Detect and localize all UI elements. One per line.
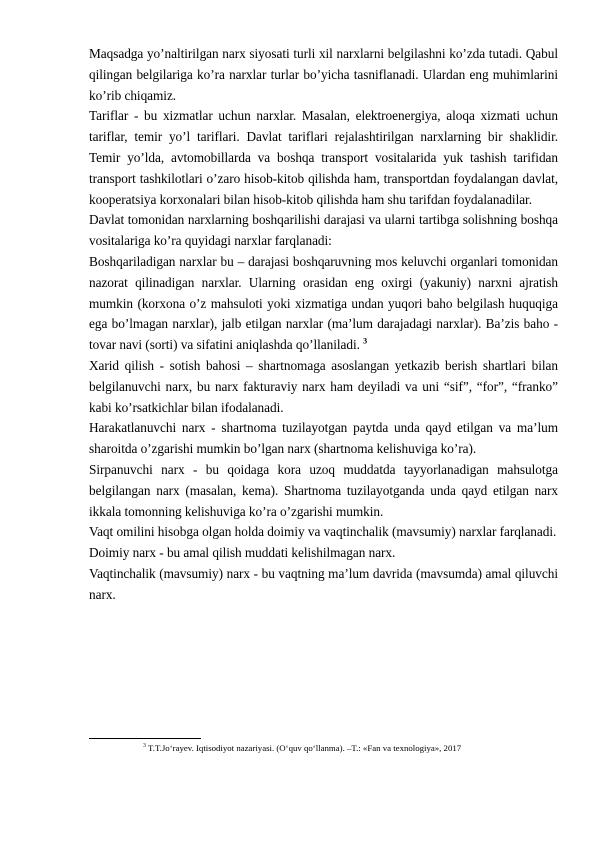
paragraph-text: Boshqariladigan narxlar bu – darajasi boshqaruvning mos keluvchi organlari tomonidan nazorat qilinadigan narxlar. Ularning orasidan eng oxirgi (yakuniy) narxni ajratish mumkin (korxona o’z mahsuloti yoki xizmatiga undan yuqori baho belgilash huquqiga ega bo’lmagan narxlar), jalb etilgan narxlar (ma’lum darajadagi narxlar). Ba’zis baho - tovar navi (sorti) va sifatini aniqlashda qo’llaniladi. bbox=[89, 253, 558, 353]
footnote-separator bbox=[89, 738, 201, 739]
footnote-text: T.T.Jo‘rayev. Iqtisodiyot nazariyasi. (O‘quv qo‘llanma). –T.: «Fan va texnologiya», 2017 bbox=[148, 743, 462, 753]
paragraph-tariffs bbox=[89, 106, 558, 210]
paragraph-regulated-prices bbox=[89, 252, 558, 356]
paragraph-temporary-price bbox=[89, 564, 558, 606]
paragraph-text: Harakatlanuvchi narx - shartnoma tuzilayotgan paytda unda qayd etilgan va ma’lum sharoitda o’zgarishi mumkin bo’lgan narx (shartnoma kelishuviga ko’ra). bbox=[89, 420, 558, 457]
paragraph-text: Xarid qilish - sotish bahosi – shartnomaga asoslangan yetkazib berish shartlari bilan belgilanuvchi narx, bu narx fakturaviy narx ham deyiladi va uni “sif”, “for”, “franko” kabi ko’rsatkichlar bilan ifodalanadi. bbox=[89, 357, 558, 415]
footnote bbox=[89, 743, 558, 754]
paragraph-purchase-price bbox=[89, 356, 558, 418]
paragraph-text: Maqsadga yo’naltirilgan narx siyosati turli xil narxlarni belgilashni ko’zda tutadi. Qabul qilingan belgilariga ko’ra narxlar turlar bo’yicha tasniflanadi. Ulardan eng muhimlarini ko’rib chiqamiz. bbox=[89, 46, 558, 103]
paragraph-sliding-price bbox=[89, 460, 558, 522]
paragraph-text: Sirpanuvchi narx - bu qoidaga kora uzoq muddatda tayyorlanadigan mahsulotga belgilangan narx (masalan, kema). Shartnoma tuzilayotganda unda qayd etilgan narx ikkala tomonning kelishuviga ko’ra o’zgarishi mumkin. bbox=[89, 461, 558, 519]
paragraph-time-factor bbox=[89, 522, 558, 543]
paragraph-text: Vaqtinchalik (mavsumiy) narx - bu vaqtning ma’lum davrida (mavsumda) amal qiluvchi narx. bbox=[89, 565, 558, 602]
paragraph-intro bbox=[89, 44, 558, 106]
footnote-mark: 3 bbox=[143, 743, 146, 750]
paragraph-constant-price bbox=[89, 543, 558, 564]
paragraph-state-regulation bbox=[89, 210, 558, 252]
paragraph-text: Vaqt omilini hisobga olgan holda doimiy va vaqtinchalik (mavsumiy) narxlar farqlanadi. bbox=[89, 524, 557, 540]
paragraph-text: Doimiy narx - bu amal qilish muddati kelishilmagan narx. bbox=[89, 545, 396, 561]
document-body bbox=[89, 44, 558, 606]
paragraph-text: Tariflar - bu xizmatlar uchun narxlar. Masalan, elektroenergiya, aloqa xizmati uchun tariflar, temir yo’l tariflari. Davlat tariflari rejalashtirilgan narxlarning bir shaklidir. Temir yo’lda, avtomobillarda va boshqa transport vositalarida yuk tashish tarifidan transport tashkilotlari o’zaro hisob-kitob qilishda ham, transportdan foydalangan davlat, kooperatsiya korxonalari bilan hisob-kitob qilishda ham shu tarifdan foydalanadilar. bbox=[89, 108, 558, 207]
footnote-reference[interactable]: 3 bbox=[363, 336, 368, 346]
paragraph-moving-price bbox=[89, 418, 558, 460]
paragraph-text: Davlat tomonidan narxlarning boshqarilishi darajasi va ularni tartibga solishning boshqa vositalariga ko’ra quyidagi narxlar farqlanadi: bbox=[89, 212, 558, 249]
